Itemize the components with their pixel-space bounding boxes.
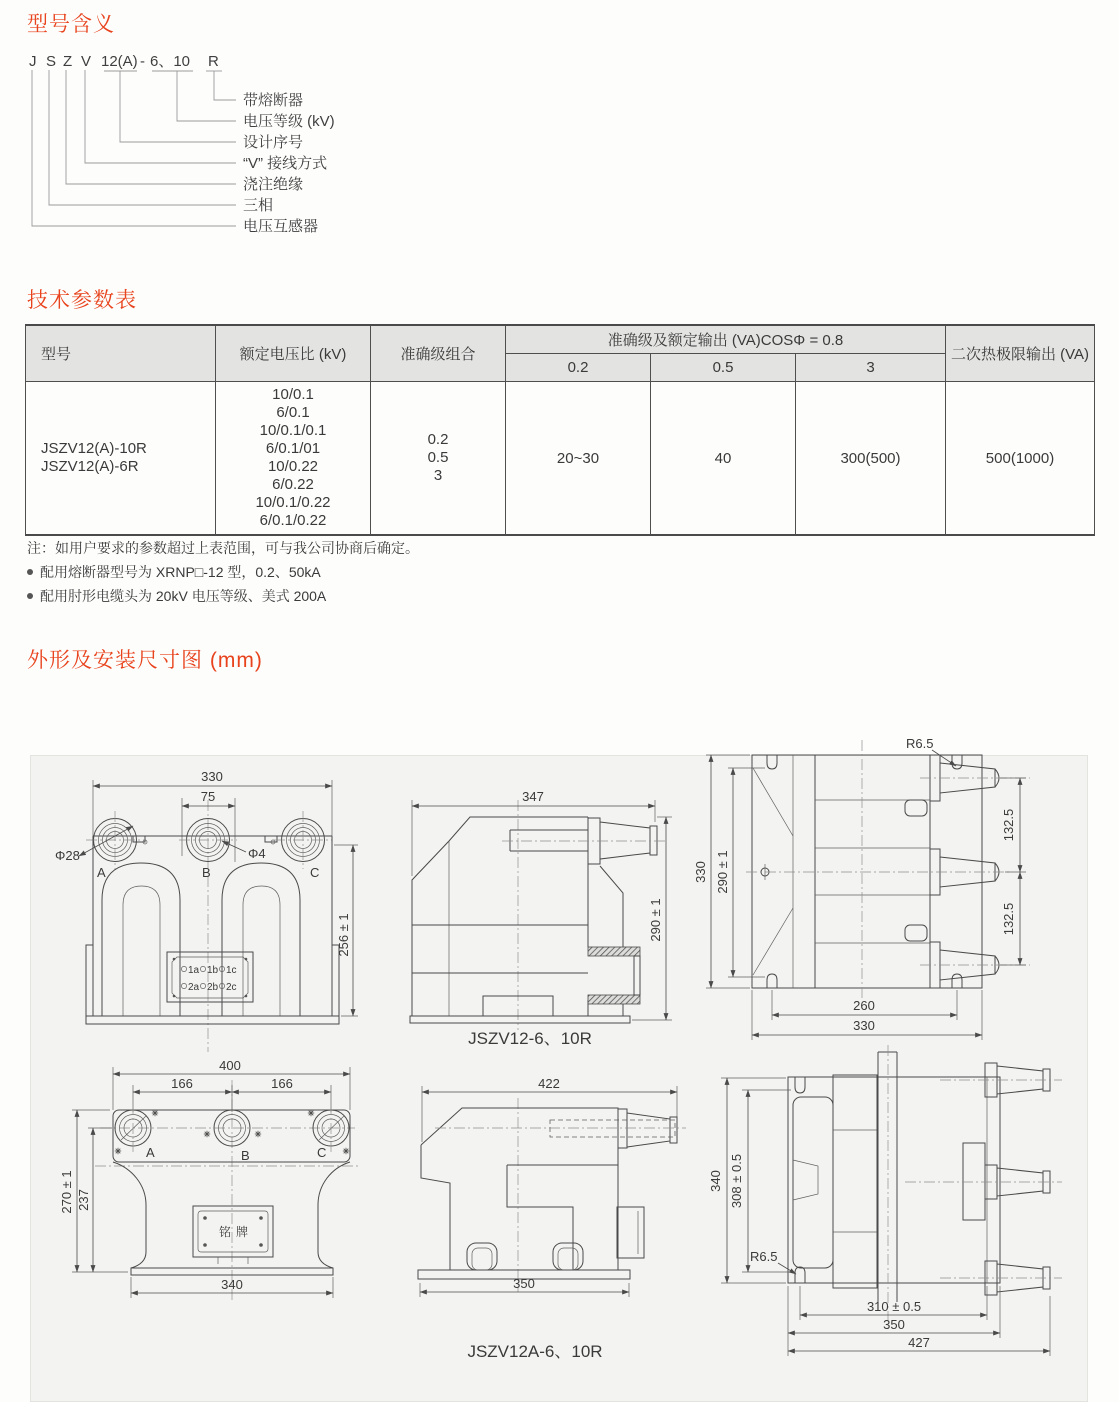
model-label: 三相 (243, 197, 274, 214)
model-code-part: S (46, 53, 57, 70)
col-header-thermal: 二次热极限输出 (VA) (946, 325, 1095, 382)
side-view-jszv12a (418, 1076, 686, 1361)
accuracy-value: 3 (433, 467, 443, 484)
model-label: “V” 接线方式 (243, 155, 328, 172)
model-label: 带熔断器 (243, 92, 304, 109)
nameplate-label: 铭牌 (218, 1225, 254, 1239)
model-code-part: 12(A) (101, 53, 138, 70)
dim-label: Φ4 (248, 846, 266, 861)
terminal-label: 2a (188, 982, 200, 993)
dim-label: 290 ± 1 (715, 850, 730, 894)
dim-label: 350 (513, 1276, 535, 1291)
dim-label: R6.5 (906, 736, 934, 751)
col-header-output-05: 0.5 (651, 354, 796, 382)
nameplate (193, 1206, 273, 1264)
col-header-output-3: 3 (796, 354, 946, 382)
bushing-c (274, 811, 332, 869)
model-label: 设计序号 (243, 134, 304, 151)
phase-label: C (310, 865, 320, 880)
section-title-dimensions: 外形及安装尺寸图 (mm) (27, 649, 263, 672)
cell-output-02: 20~30 (506, 382, 651, 536)
bushing-bot2 (940, 1261, 1062, 1295)
ratio-value: 10/0.22 (267, 458, 319, 475)
col-header-model: 型号 (26, 325, 216, 382)
model-leader-lines (32, 70, 236, 226)
top-view-jszv12a (708, 1045, 1062, 1356)
dim-label: 422 (538, 1076, 560, 1091)
dim-label: 166 (171, 1076, 193, 1091)
terminal-label: 1b (207, 965, 219, 976)
dim-label: 132.5 (1001, 902, 1016, 936)
phase-label: A (97, 865, 106, 880)
terminal-label: 2b (207, 982, 219, 993)
ratio-value: 6/0.1/01 (265, 440, 321, 457)
note-text: 配用肘形电缆头为 20kV 电压等级、美式 200A (40, 588, 327, 604)
drawing-caption: JSZV12-6、10R (468, 1029, 592, 1048)
terminal-label: 1a (188, 965, 200, 976)
cell-output-3: 300(500) (796, 382, 946, 536)
dim-label: 347 (522, 789, 544, 804)
dim-label: 340 (221, 1277, 243, 1292)
phase-label: B (241, 1148, 250, 1163)
model-label: 电压互感器 (243, 218, 319, 235)
cell-models (26, 382, 216, 536)
note-text: 配用熔断器型号为 XRNP□-12 型，0.2、50kA (40, 564, 321, 580)
bushing-mid2 (905, 1143, 1062, 1220)
col-header-accuracy: 准确级组合 (371, 325, 506, 382)
side-view-jszv12 (410, 789, 672, 1048)
front-view-jszv12 (55, 769, 358, 1052)
section-title-parameters: 技术参数表 (27, 289, 137, 312)
model-code-part: 6、10 (150, 53, 191, 70)
dim-label: 290 ± 1 (648, 898, 663, 942)
ratio-value: 6/0.22 (272, 476, 314, 493)
dim-label: 330 (853, 1018, 875, 1033)
dim-label: 256 ± 1 (336, 913, 351, 957)
dim-label: 237 (76, 1189, 91, 1211)
note-line (27, 584, 419, 608)
section-title-model-meaning: 型号含义 (27, 13, 115, 36)
dim-label: 427 (908, 1335, 930, 1350)
bullet-icon (27, 569, 33, 575)
dim-label: 308 ± 0.5 (729, 1153, 744, 1209)
front-view-jszv12a (59, 1058, 358, 1302)
model-code-part: V (81, 53, 92, 70)
ratio-value: 6/0.1 (276, 404, 310, 421)
col-header-output-02: 0.2 (506, 354, 651, 382)
accuracy-value: 0.5 (427, 449, 449, 466)
model-code-part: R (208, 53, 219, 70)
bullet-icon (27, 593, 33, 599)
dim-label: 75 (200, 789, 216, 804)
phase-label: A (146, 1145, 155, 1160)
cell-accuracy (371, 382, 506, 536)
bushing-a (86, 811, 144, 869)
dim-label: 166 (271, 1076, 293, 1091)
model-label: 电压等级 (kV) (243, 113, 335, 130)
model-value: JSZV12(A)-10R (41, 440, 147, 457)
accuracy-value: 0.2 (427, 431, 449, 448)
cell-output-05: 40 (651, 382, 796, 536)
col-header-output-group: 准确级及额定输出 (VA)COSΦ = 0.8 (506, 325, 946, 354)
dim-label: 350 (883, 1317, 905, 1332)
phase-label: C (317, 1145, 327, 1160)
parameters-table (25, 324, 1095, 536)
dim-label: 330 (201, 769, 223, 784)
model-value: JSZV12(A)-6R (41, 458, 139, 475)
drawing-caption: JSZV12A-6、10R (467, 1342, 603, 1361)
model-code-part: - (140, 53, 145, 70)
dimension-drawings (30, 736, 1088, 1400)
model-code-part: J (29, 53, 37, 70)
dim-label: 340 (708, 1170, 723, 1192)
dim-label: 132.5 (1001, 808, 1016, 842)
terminal-label: 1c (226, 965, 237, 976)
dim-label: 260 (853, 998, 875, 1013)
dim-label: 310 ± 0.5 (866, 1299, 922, 1314)
dim-label: 400 (219, 1058, 241, 1073)
phase-label: B (202, 865, 211, 880)
dim-label: R6.5 (750, 1249, 778, 1264)
notes-block (27, 536, 419, 608)
ratio-value: 6/0.1/0.22 (259, 512, 327, 529)
dim-label: Φ28 (55, 848, 80, 863)
top-view-jszv12 (693, 736, 1030, 1040)
ratio-value: 10/0.1 (272, 386, 314, 403)
ratio-value: 10/0.1/0.22 (255, 494, 331, 511)
cable-connector (588, 947, 640, 1004)
model-designation-diagram (0, 0, 440, 250)
table-row (26, 382, 1095, 536)
dim-label: 270 ± 1 (59, 1170, 74, 1214)
bushing-top2 (940, 1063, 1062, 1097)
note-line: 注：如用户要求的参数超过上表范围，可与我公司协商后确定。 (27, 540, 419, 556)
note-line (27, 560, 419, 584)
col-header-ratio: 额定电压比 (kV) (216, 325, 371, 382)
cell-ratios (216, 382, 371, 536)
model-label: 浇注绝缘 (243, 176, 304, 193)
model-code (29, 53, 219, 70)
model-code-part: Z (63, 53, 73, 70)
terminal-label: 2c (226, 982, 237, 993)
model-labels (243, 92, 335, 235)
ratio-value: 10/0.1/0.1 (259, 422, 327, 439)
dim-label: 330 (693, 861, 708, 883)
cell-thermal: 500(1000) (946, 382, 1095, 536)
